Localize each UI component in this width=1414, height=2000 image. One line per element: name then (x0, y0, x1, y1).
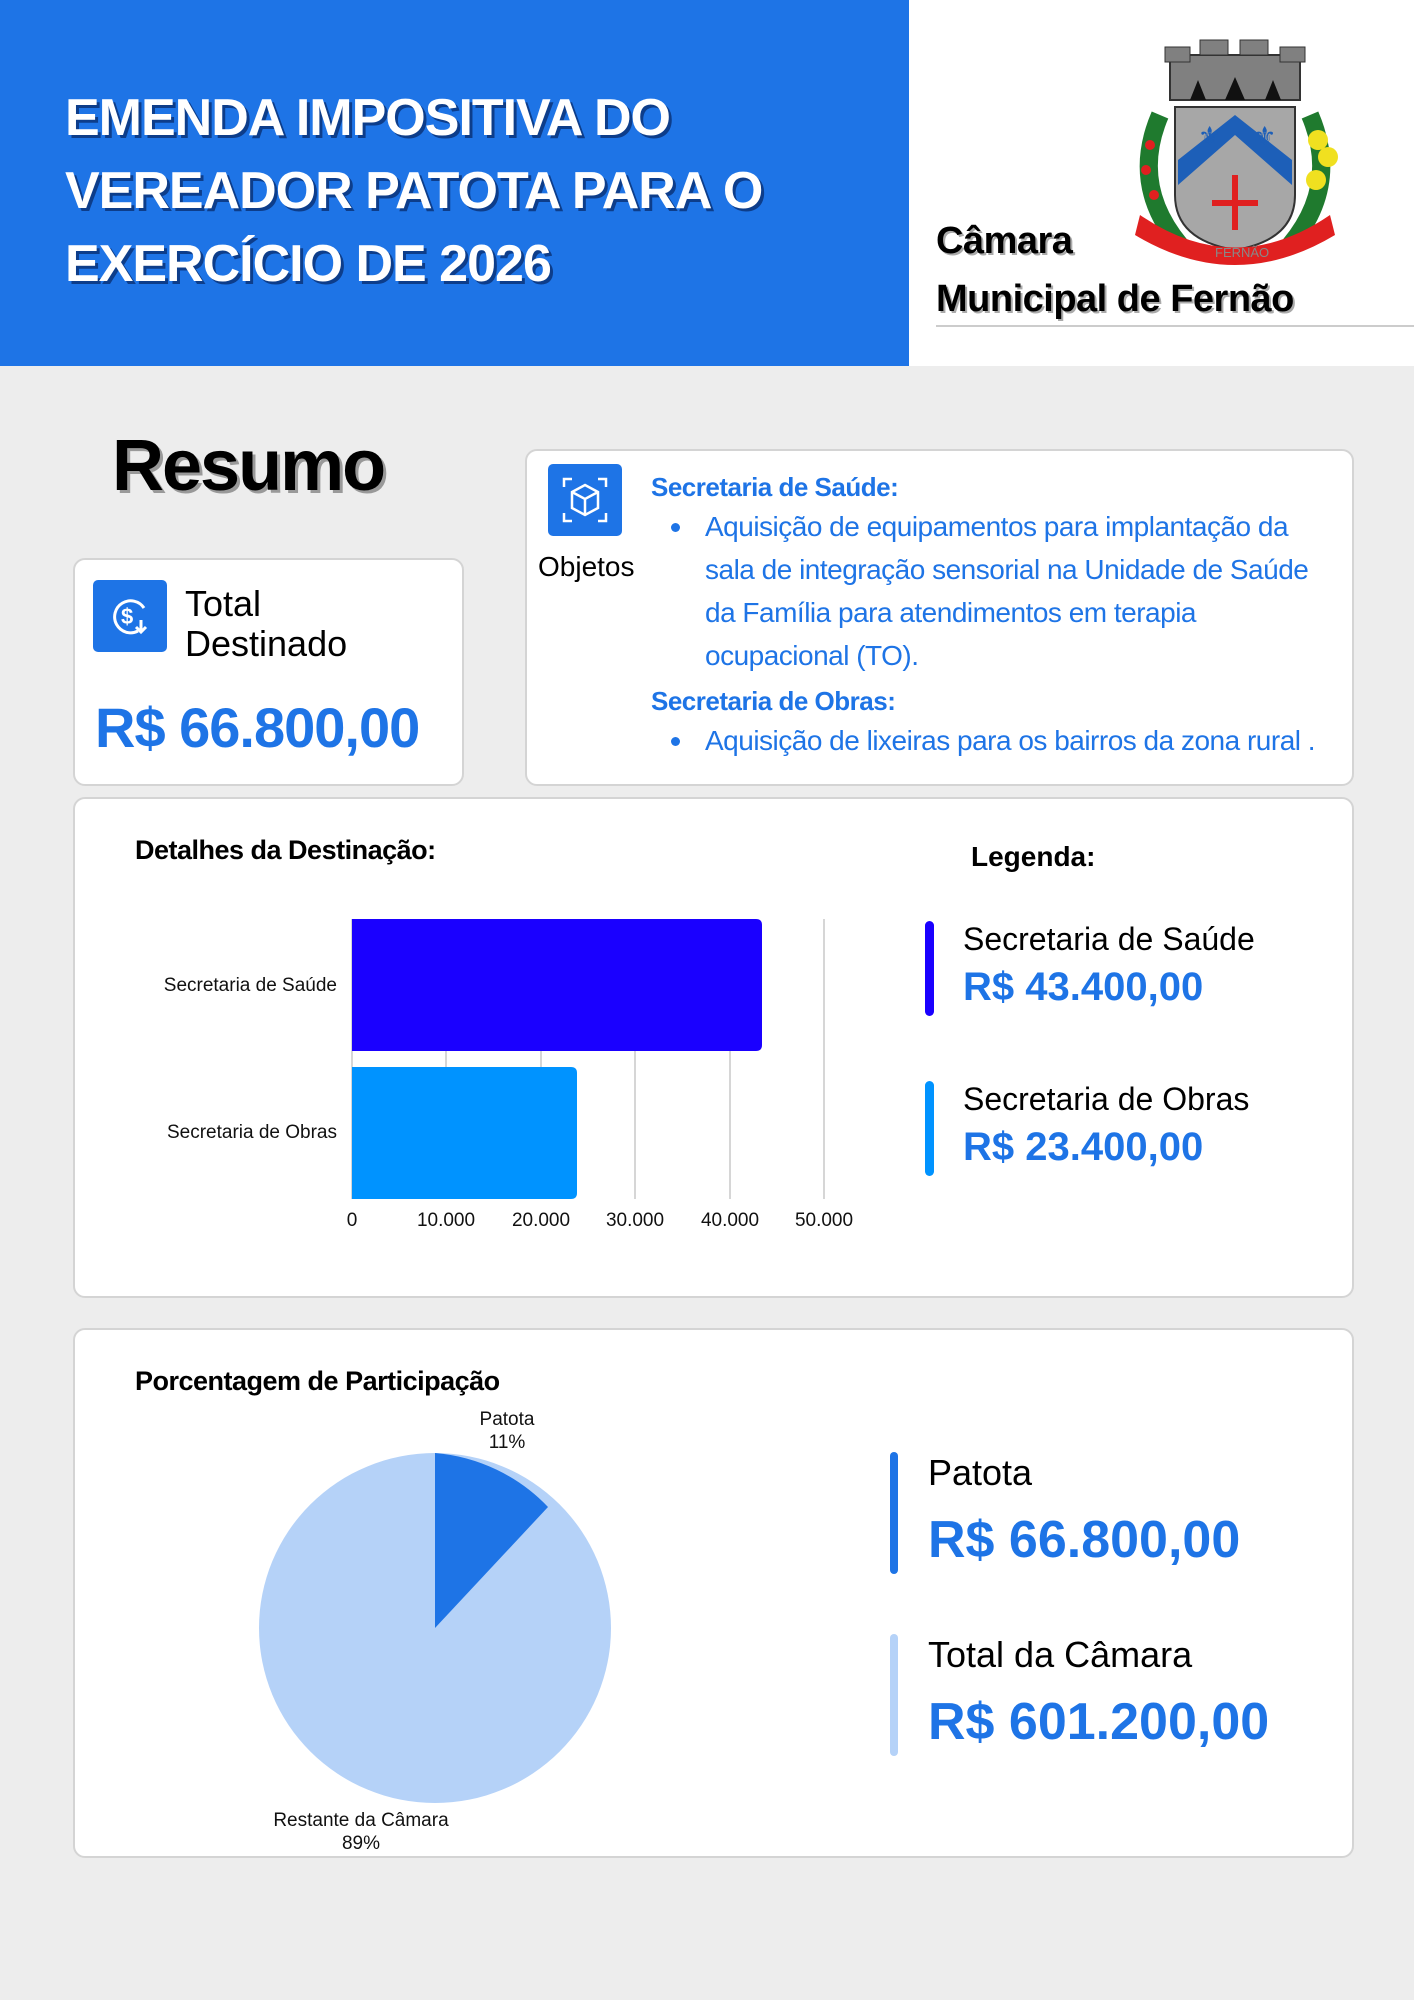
dollar-refund-icon (93, 580, 167, 652)
header-banner (0, 0, 909, 366)
svg-text:50.000: 50.000 (794, 1210, 854, 1231)
title-line: EXERCÍCIO DE 2026 (65, 235, 551, 293)
pie-chart-title: Porcentagem de Participação (135, 1366, 500, 1396)
title-line: EMENDA IMPOSITIVA DO (65, 89, 670, 147)
legend-value: R$ 43.400,00 (963, 965, 1204, 1009)
bar-chart-title: Detalhes da Destinação: (135, 835, 436, 865)
svg-text:11%: 11% (488, 1432, 526, 1453)
org-name (936, 212, 1294, 328)
legend-name: Total da Câmara (928, 1634, 1193, 1675)
svg-text:Secretaria de Obras: Secretaria de Obras (166, 1122, 337, 1143)
legend-swatch (925, 1081, 934, 1176)
svg-text:⚜: ⚜ (1253, 121, 1277, 151)
legend-value: R$ 601.200,00 (928, 1693, 1270, 1751)
list-item: Aquisição de equipamentos para implantação da sala de integração sensorial na Unidade de Saúde da Família para atendimentos em terapia ocupacional (TO). (671, 505, 1341, 677)
total-value: R$ 66.800,00 (95, 696, 420, 759)
svg-text:40.000: 40.000 (700, 1210, 760, 1231)
list-item: Aquisição de lixeiras para os bairros da zona rural . (671, 719, 1341, 762)
bar-secretaria-saude (352, 919, 762, 1051)
total-label-line: Destinado (185, 623, 348, 664)
objetos-list (651, 469, 1341, 762)
bar-secretaria-obras (352, 1067, 577, 1199)
legend-value: R$ 66.800,00 (928, 1511, 1241, 1569)
svg-text:10.000: 10.000 (416, 1210, 476, 1231)
svg-text:⚜: ⚜ (1198, 121, 1222, 151)
saude-items (671, 505, 1341, 677)
svg-text:30.000: 30.000 (605, 1210, 665, 1231)
objetos-label: Objetos (538, 551, 635, 582)
svg-text:Secretaria de Saúde: Secretaria de Saúde (163, 975, 337, 996)
legend-swatch (890, 1634, 898, 1756)
org-name-line: Municipal de Fernão (936, 278, 1294, 320)
legend-title: Legenda: (971, 841, 1096, 872)
summary-heading: Resumo (112, 426, 385, 506)
cube-scan-icon (548, 464, 622, 536)
section-heading-obras: Secretaria de Obras: (651, 686, 896, 716)
legend-swatch (890, 1452, 898, 1574)
title-line: VEREADOR PATOTA PARA O (65, 162, 763, 220)
svg-text:20.000: 20.000 (511, 1210, 571, 1231)
objetos-card (525, 449, 1354, 786)
destinacao-card (73, 797, 1354, 1298)
page-title (65, 82, 885, 301)
svg-text:$: $ (121, 604, 134, 629)
total-label-line: Total (185, 583, 262, 624)
participacao-card (73, 1328, 1354, 1858)
svg-text:89%: 89% (341, 1833, 381, 1854)
legend-name: Patota (928, 1452, 1033, 1493)
legend-swatch (925, 921, 934, 1016)
divider (936, 325, 1414, 327)
svg-text:FERNÃO: FERNÃO (1215, 245, 1270, 260)
svg-text:0: 0 (346, 1210, 358, 1231)
org-name-line: Câmara (936, 220, 1073, 262)
obras-items (671, 719, 1341, 762)
legend-value: R$ 23.400,00 (963, 1125, 1204, 1169)
bar-chart (75, 799, 935, 1279)
legend-name: Secretaria de Obras (963, 1081, 1250, 1117)
svg-text:Patota: Patota (479, 1409, 535, 1430)
svg-text:Restante da Câmara: Restante da Câmara (273, 1810, 449, 1831)
pie-chart (75, 1330, 775, 1860)
section-heading-saude: Secretaria de Saúde: (651, 472, 899, 502)
legend-name: Secretaria de Saúde (963, 921, 1255, 957)
total-label (185, 584, 347, 664)
total-destinado-card (73, 558, 464, 786)
